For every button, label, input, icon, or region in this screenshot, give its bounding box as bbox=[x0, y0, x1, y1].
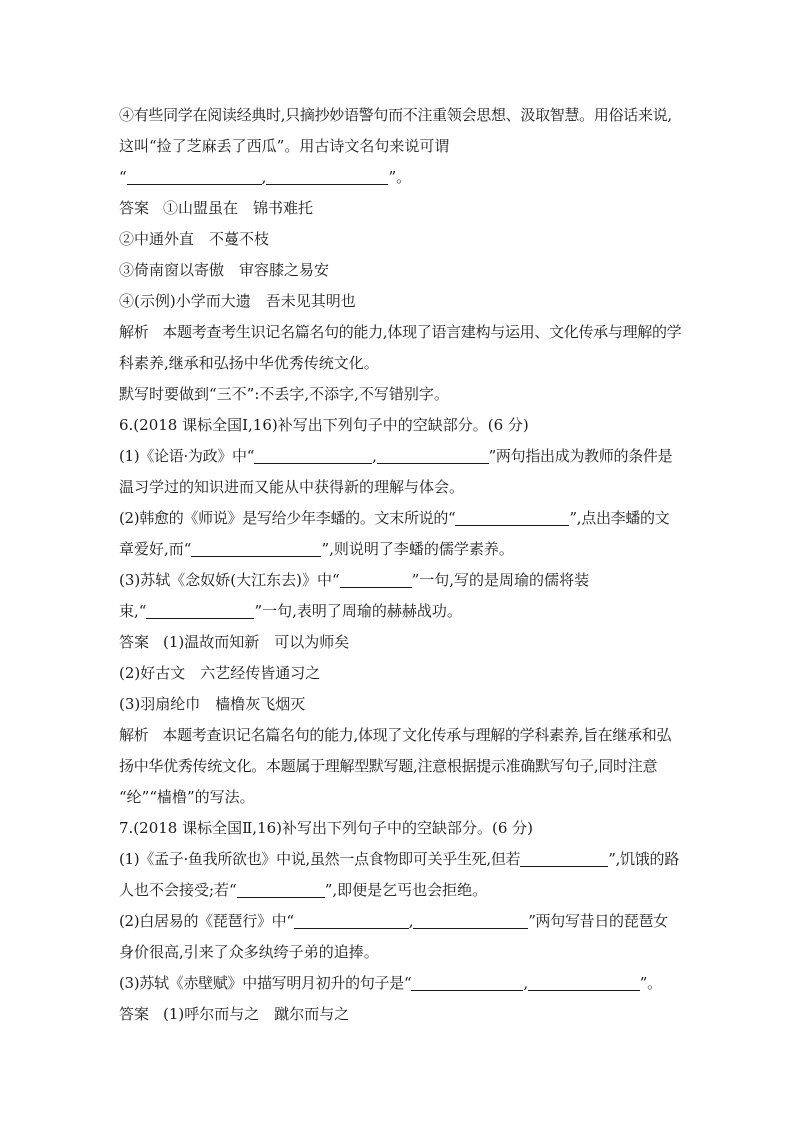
explanation-label: 解析 bbox=[119, 323, 149, 341]
text: ”,即便是乞丐也会拒绝。 bbox=[324, 881, 488, 899]
explanation-6-line1 bbox=[119, 720, 679, 751]
explanation-label: 解析 bbox=[119, 726, 149, 744]
q5-item4-line2: 这叫“捡了芝麻丢了西瓜”。用古诗文名句来说可谓 bbox=[119, 137, 450, 155]
comma: , bbox=[523, 974, 528, 992]
q6-part1-line1 bbox=[119, 441, 679, 472]
q7-part1-line2 bbox=[119, 875, 679, 906]
text: (1)《论语·为政》中“ bbox=[119, 447, 255, 465]
comma: , bbox=[261, 168, 267, 186]
answer-label: 答案 bbox=[119, 633, 150, 651]
explanation-text: 本题考查识记名篇名句的能力,体现了文化传承与理解的学科素养,旨在继承和弘 bbox=[162, 726, 672, 744]
question-6-title: 6.(2018 课标全国Ⅰ,16)补写出下列句子中的空缺部分。(6 分) bbox=[119, 416, 529, 434]
explanation-5-line2: 科素养,继承和弘扬中华优秀传统文化。 bbox=[119, 354, 379, 372]
answer-5-line3: ③倚南窗以寄傲 审容膝之易安 bbox=[119, 261, 330, 279]
q7-part2-line2: 身价很高,引来了众多纨绔子弟的追捧。 bbox=[119, 943, 379, 961]
fill-blank[interactable] bbox=[377, 446, 489, 464]
explanation-6-line2: 扬中华优秀传统文化。本题属于理解型默写题,注意根据提示准确默写句子,同时注意 bbox=[119, 757, 658, 775]
fill-blank[interactable] bbox=[528, 973, 640, 991]
question-7-title: 7.(2018 课标全国Ⅱ,16)补写出下列句子中的空缺部分。(6 分) bbox=[119, 819, 534, 837]
q7-part1-line1 bbox=[119, 844, 679, 875]
q6-part2-line2 bbox=[119, 534, 679, 565]
text: (2)白居易的《琵琶行》中“ bbox=[119, 912, 294, 930]
answer-label: 答案 bbox=[119, 1005, 150, 1023]
answer-text: (1)呼尔而与之 蹴尔而与之 bbox=[163, 1005, 350, 1023]
answer-text: ①山盟虽在 锦书难托 bbox=[163, 199, 314, 217]
fill-blank[interactable] bbox=[340, 570, 412, 588]
answer-7-line1 bbox=[119, 999, 679, 1030]
text: (3)苏轼《赤壁赋》中描写明月初升的句子是“ bbox=[119, 974, 412, 992]
q7-part2-line1 bbox=[119, 906, 679, 937]
answer-5-line1 bbox=[119, 193, 679, 224]
answer-6-line3: (3)羽扇纶巾 樯橹灰飞烟灭 bbox=[119, 695, 306, 713]
explanation-5-line1 bbox=[119, 317, 682, 348]
quote-open: “ bbox=[119, 168, 127, 186]
explanation-5-line3: 默写时要做到“三不”:不丢字,不添字,不写错别字。 bbox=[119, 385, 449, 403]
text: ”两句写昔日的琵琶女 bbox=[528, 912, 668, 930]
answer-text: (1)温故而知新 可以为师矣 bbox=[163, 633, 350, 651]
fill-blank[interactable] bbox=[455, 508, 569, 526]
fill-blank[interactable] bbox=[413, 911, 528, 929]
q6-part3-line2 bbox=[119, 596, 679, 627]
text: ”。 bbox=[639, 974, 662, 992]
fill-blank[interactable] bbox=[237, 880, 325, 898]
text: (3)苏轼《念奴娇(大江东去)》中“ bbox=[119, 571, 340, 589]
text: ”,点出李蟠的文 bbox=[569, 509, 670, 527]
text: (1)《孟子·鱼我所欲也》中说,虽然一点食物即可关乎生死,但若 bbox=[119, 850, 521, 868]
explanation-6-line3: “纶”“樯橹”的写法。 bbox=[119, 788, 255, 806]
text: ”,则说明了李蟠的儒学素养。 bbox=[321, 540, 514, 558]
document-page bbox=[119, 100, 682, 1030]
comma: , bbox=[372, 447, 377, 465]
explanation-text: 本题考查考生识记名篇名句的能力,体现了语言建构与运用、文化传承与理解的学 bbox=[162, 323, 682, 341]
answer-6-line1 bbox=[119, 627, 679, 658]
fill-blank[interactable] bbox=[254, 446, 372, 464]
fill-blank[interactable] bbox=[266, 167, 388, 185]
fill-blank[interactable] bbox=[411, 973, 523, 991]
q6-part1-line2: 温习学过的知识进而又能从中获得新的理解与体会。 bbox=[119, 478, 465, 496]
comma: , bbox=[408, 912, 414, 930]
q6-part2-line1 bbox=[119, 503, 679, 534]
text: ”两句指出成为教师的条件是 bbox=[488, 447, 673, 465]
q7-part3-line1 bbox=[119, 968, 679, 999]
answer-label: 答案 bbox=[119, 199, 150, 217]
q6-part3-line1 bbox=[119, 565, 679, 596]
fill-blank[interactable] bbox=[294, 911, 409, 929]
answer-5-line4: ④(示例)小学而大遗 吾未见其明也 bbox=[119, 292, 356, 310]
text: ”一句,表明了周瑜的赫赫战功。 bbox=[254, 602, 462, 620]
answer-5-line2: ②中通外直 不蔓不枝 bbox=[119, 230, 270, 248]
answer-6-line2: (2)好古文 六艺经传皆通习之 bbox=[119, 664, 321, 682]
text: 人也不会接受;若“ bbox=[119, 881, 237, 899]
text: 章爱好,而“ bbox=[119, 540, 192, 558]
text: ”一句,写的是周瑜的儒将装 bbox=[411, 571, 590, 589]
fill-blank[interactable] bbox=[191, 539, 321, 557]
fill-blank[interactable] bbox=[127, 167, 262, 185]
text: (2)韩愈的《师说》是写给少年李蟠的。文末所说的“ bbox=[119, 509, 456, 527]
quote-close: ”。 bbox=[388, 168, 412, 186]
fill-blank[interactable] bbox=[146, 601, 254, 619]
fill-blank[interactable] bbox=[520, 849, 608, 867]
q5-item4-line1: ④有些同学在阅读经典时,只摘抄妙语警句而不注重领会思想、汲取智慧。用俗话来说, bbox=[119, 106, 672, 124]
text: ”,饥饿的路 bbox=[608, 850, 679, 868]
q5-item4-line3 bbox=[119, 162, 679, 193]
text: 束,“ bbox=[119, 602, 147, 620]
